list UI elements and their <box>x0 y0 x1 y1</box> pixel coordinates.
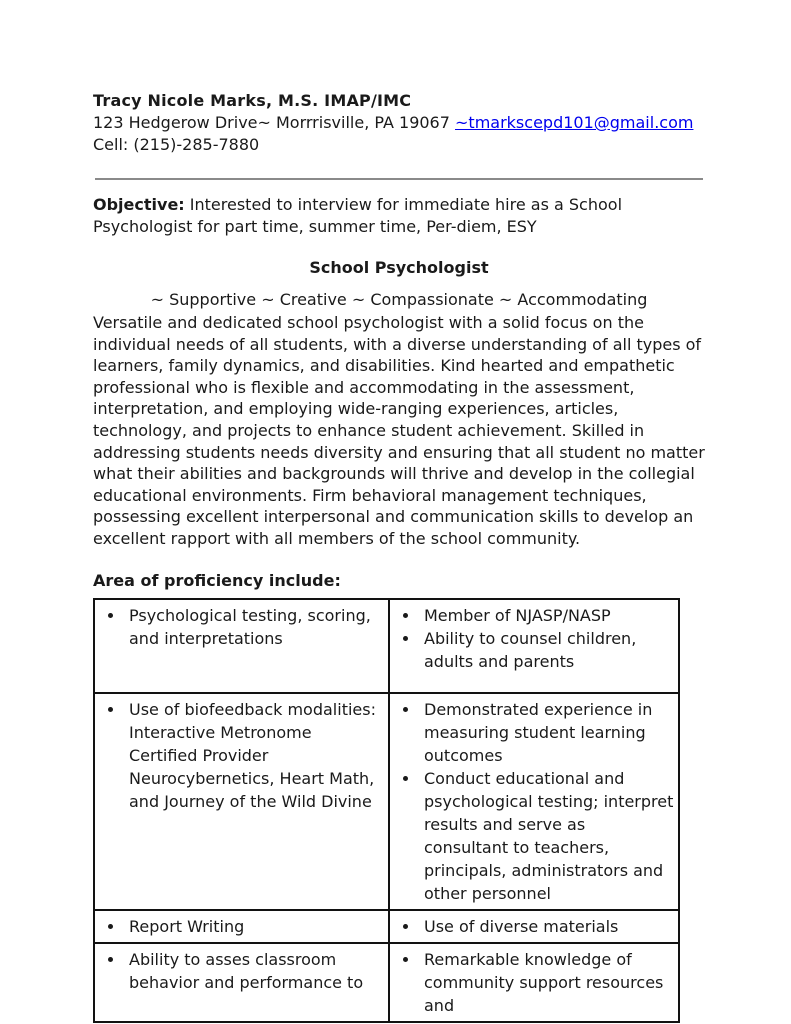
tagline: ~ Supportive ~ Creative ~ Compassionate ~ Accommodating <box>150 290 648 309</box>
bullet-list <box>390 948 674 1017</box>
bullet-item: • Ability to asses classroom behavior and performance to <box>125 948 384 994</box>
bullet-item: • Conduct educational and psychological testing; interpret results and serve as consultant to teachers, principals, administrators and other personnel <box>420 767 674 905</box>
proficiency-table-body <box>94 599 679 1022</box>
bullet-list <box>95 948 384 994</box>
objective-label: Objective: <box>93 195 185 214</box>
table-cell-left <box>94 599 389 693</box>
bullet-list <box>390 698 674 905</box>
objective <box>93 194 705 237</box>
bullet-item: • Member of NJASP/NASP <box>420 604 674 627</box>
bullet-list <box>95 604 384 650</box>
job-title-heading: School Psychologist <box>309 258 489 277</box>
table-row <box>94 693 679 910</box>
email-link[interactable]: ~tmarkscepd101@gmail.com <box>455 113 694 132</box>
bullet-list <box>95 698 384 813</box>
table-cell-right <box>389 910 679 943</box>
bullet-item: • Demonstrated experience in measuring student learning outcomes <box>420 698 674 767</box>
contact-header <box>93 90 705 156</box>
table-row <box>94 910 679 943</box>
bullet-item: • Remarkable knowledge of community support resources and <box>420 948 674 1017</box>
section-divider-rule <box>95 178 703 180</box>
bullet-list <box>390 604 674 673</box>
proficiency-table <box>93 598 680 1023</box>
table-cell-right <box>389 943 679 1022</box>
bullet-item: • Use of biofeedback modalities: Interactive Metronome Certified Provider Neurocybernetics, Heart Math, and Journey of the Wild Divine <box>125 698 384 813</box>
bullet-item: • Ability to counsel children, adults and parents <box>420 627 674 673</box>
table-cell-left <box>94 943 389 1022</box>
bullet-item: • Report Writing <box>125 915 384 938</box>
table-cell-right <box>389 693 679 910</box>
bullet-list <box>390 915 674 938</box>
table-cell-right <box>389 599 679 693</box>
table-cell-left <box>94 910 389 943</box>
proficiency-heading: Area of proficiency include: <box>93 570 341 590</box>
contact-phone: Cell: (215)-285-7880 <box>93 135 260 154</box>
table-row <box>94 943 679 1022</box>
contact-address: 123 Hedgerow Drive~ Morrrisville, PA 19067 <box>93 113 450 132</box>
contact-name: Tracy Nicole Marks, M.S. IMAP/IMC <box>93 91 412 110</box>
summary-paragraph: Versatile and dedicated school psychologist with a solid focus on the individual needs of all students, with a diverse understanding of all types of learners, family dynamics, and disabilities. Kind hearted and empathetic professional who is flexible and accommodating in the assessment, interpretation, and employing wide-ranging experiences, articles, technology, and projects to enhance student achievement. Skilled in addressing students needs diversity and ensuring that all student no matter what their abilities and backgrounds will thrive and develop in the collegial educational environments. Firm behavioral management techniques, possessing excellent interpersonal and communication skills to develop an excellent rapport with all members of the school community. <box>93 313 705 548</box>
bullet-item: • Use of diverse materials <box>420 915 674 938</box>
bullet-item: • Psychological testing, scoring, and interpretations <box>125 604 384 650</box>
objective-text: Interested to interview for immediate hire as a School Psychologist for part time, summer time, Per-diem, ESY <box>93 195 623 236</box>
bullet-list <box>95 915 384 938</box>
table-cell-left <box>94 693 389 910</box>
table-row <box>94 599 679 693</box>
contact-address-line <box>93 112 705 134</box>
